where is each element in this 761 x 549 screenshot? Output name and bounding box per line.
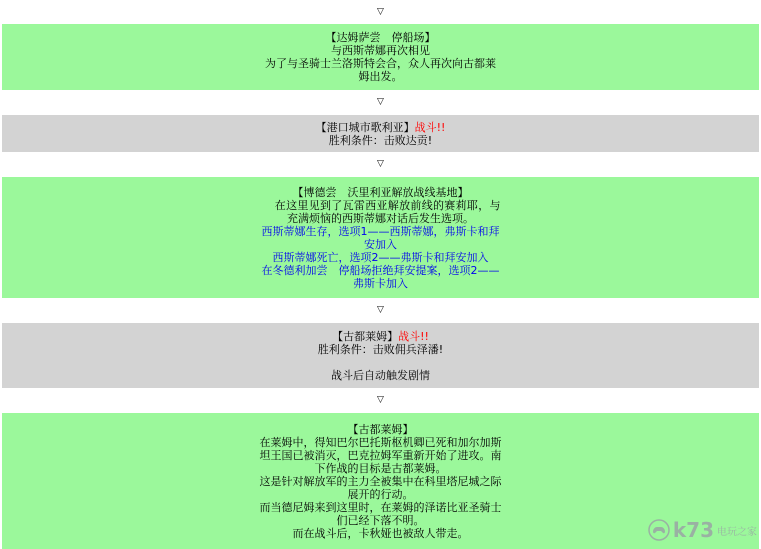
block-text: 为了与圣骑士兰洛斯特会合，众人再次向古都莱姆出发。 [265, 57, 496, 83]
block-title: 【达姆萨尝 停船场】 [325, 31, 436, 44]
battle-note: 战斗后自动触发剧情 [331, 368, 430, 382]
story-block-damsa [2, 24, 759, 90]
watermark-site: k73 [672, 517, 714, 542]
block-text: 这是针对解放军的主力全被集中在科里塔尼城之际展开的行动。 [259, 474, 502, 501]
flow-arrow-icon: ▽ [377, 7, 384, 17]
flow-arrow-icon: ▽ [377, 395, 384, 405]
site-watermark [648, 519, 757, 541]
story-block-ancient-city-leim [2, 413, 759, 549]
battle-label: 战斗!! [398, 329, 429, 343]
victory-condition: 胜利条件：击败达贡! [328, 133, 433, 147]
block-title: 【博德尝 沃里利亚解放战线基地】 [292, 185, 469, 199]
flow-arrow-icon: ▽ [377, 97, 384, 107]
flow-arrow-icon: ▽ [377, 159, 384, 169]
block-text: 而在战斗后，卡秋娅也被敌人带走。 [292, 526, 469, 540]
flow-arrow-icon: ▽ [377, 305, 384, 315]
gamepad-icon [648, 519, 670, 541]
battle-block-goliath [2, 115, 759, 152]
block-title: 【港口城市歌利亚】 [315, 120, 415, 134]
block-title: 【古都莱姆】 [347, 422, 414, 436]
block-text: 在这里见到了瓦雷西亚解放前线的赛莉耶，与充满烦恼的西斯蒂娜对话后发生选项。 [274, 198, 501, 225]
watermark-name: 电玩之家 [717, 527, 757, 538]
block-text: 与西斯蒂娜再次相见 [331, 44, 430, 57]
block-title: 【古都莱姆】 [332, 329, 399, 343]
choice-option: 在冬德利加尝 停船场拒绝拜安提案，选项2——弗斯卡加入 [261, 263, 500, 290]
choice-option: 西斯蒂娜生存，选项1——西斯蒂娜，弗斯卡和拜安加入 [261, 224, 500, 251]
battle-block-ancient-city-leim [2, 323, 759, 388]
story-block-bode [2, 177, 759, 298]
choice-option: 西斯蒂娜死亡，选项2——弗斯卡和拜安加入 [272, 250, 489, 264]
battle-label: 战斗!! [414, 120, 446, 134]
block-text: 在莱姆中，得知巴尔巴托斯枢机卿已死和加尔加斯坦王国已被消灭，巴克拉姆军重新开始了进攻。南下作战的目标是古都莱姆。 [259, 435, 502, 475]
victory-condition: 胜利条件：击败佣兵泽潘! [317, 342, 444, 356]
block-text: 而当德尼姆来到这里时，在莱姆的泽诺比亚圣骑士们已经下落不明。 [259, 500, 502, 527]
